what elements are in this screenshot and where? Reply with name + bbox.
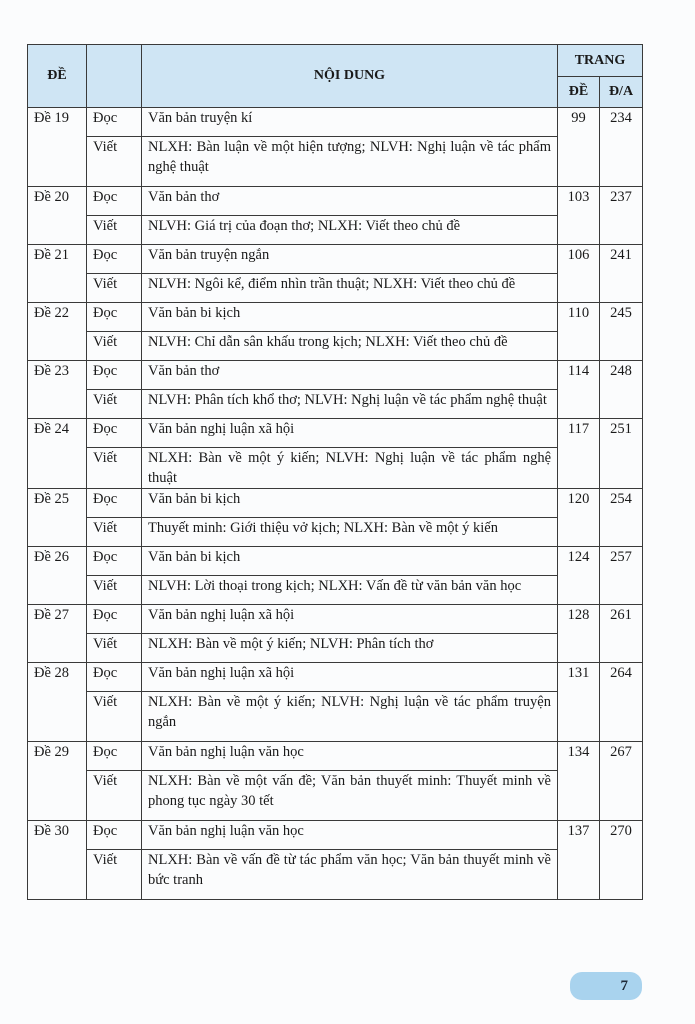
viet-label: Viết bbox=[87, 332, 142, 361]
viet-content: NLXH: Bàn về một ý kiến; NLVH: Nghị luận về tác phẩm truyện ngắn bbox=[142, 692, 558, 742]
doc-content: Văn bản nghị luận xã hội bbox=[142, 663, 558, 692]
doc-content: Văn bản nghị luận văn học bbox=[142, 742, 558, 771]
doc-content: Văn bản truyện kí bbox=[142, 108, 558, 137]
table-row bbox=[28, 108, 643, 137]
viet-content: NLVH: Lời thoại trong kịch; NLXH: Vấn đề từ văn bản văn học bbox=[142, 576, 558, 605]
exam-label: Đề 21 bbox=[28, 245, 87, 303]
answer-page: 234 bbox=[600, 108, 643, 187]
doc-label: Đọc bbox=[87, 547, 142, 576]
header-trang-de: ĐỀ bbox=[558, 77, 600, 108]
table-row bbox=[28, 303, 643, 332]
doc-label: Đọc bbox=[87, 605, 142, 634]
doc-label: Đọc bbox=[87, 245, 142, 274]
viet-content: Thuyết minh: Giới thiệu vở kịch; NLXH: Bàn về một ý kiến bbox=[142, 518, 558, 547]
table-row bbox=[28, 605, 643, 634]
exam-label: Đề 20 bbox=[28, 187, 87, 245]
table-row bbox=[28, 390, 643, 419]
viet-content: NLVH: Chỉ dẫn sân khấu trong kịch; NLXH: Viết theo chủ đề bbox=[142, 332, 558, 361]
viet-label: Viết bbox=[87, 216, 142, 245]
viet-label: Viết bbox=[87, 576, 142, 605]
table-of-contents bbox=[27, 44, 643, 900]
exam-page: 117 bbox=[558, 419, 600, 489]
table-row bbox=[28, 821, 643, 850]
table-row bbox=[28, 419, 643, 448]
exam-page: 99 bbox=[558, 108, 600, 187]
answer-page: 251 bbox=[600, 419, 643, 489]
table-row bbox=[28, 489, 643, 518]
viet-label: Viết bbox=[87, 850, 142, 900]
table-row bbox=[28, 518, 643, 547]
answer-page: 248 bbox=[600, 361, 643, 419]
answer-page: 237 bbox=[600, 187, 643, 245]
exam-page: 128 bbox=[558, 605, 600, 663]
doc-label: Đọc bbox=[87, 419, 142, 448]
answer-page: 267 bbox=[600, 742, 643, 821]
table-row bbox=[28, 216, 643, 245]
table-row bbox=[28, 850, 643, 900]
viet-label: Viết bbox=[87, 771, 142, 821]
doc-label: Đọc bbox=[87, 303, 142, 332]
viet-content: NLVH: Giá trị của đoạn thơ; NLXH: Viết theo chủ đề bbox=[142, 216, 558, 245]
table-row bbox=[28, 771, 643, 821]
exam-label: Đề 22 bbox=[28, 303, 87, 361]
doc-label: Đọc bbox=[87, 108, 142, 137]
viet-content: NLXH: Bàn về một ý kiến; NLVH: Nghị luận về tác phẩm nghệ thuật bbox=[142, 448, 558, 489]
doc-label: Đọc bbox=[87, 663, 142, 692]
page-number: 7 bbox=[570, 972, 642, 1000]
header-kind bbox=[87, 45, 142, 108]
exam-page: 131 bbox=[558, 663, 600, 742]
doc-label: Đọc bbox=[87, 742, 142, 771]
exam-page: 134 bbox=[558, 742, 600, 821]
doc-content: Văn bản thơ bbox=[142, 361, 558, 390]
answer-page: 270 bbox=[600, 821, 643, 900]
doc-content: Văn bản bi kịch bbox=[142, 489, 558, 518]
doc-content: Văn bản nghị luận xã hội bbox=[142, 605, 558, 634]
viet-label: Viết bbox=[87, 448, 142, 489]
doc-content: Văn bản bi kịch bbox=[142, 547, 558, 576]
table-row bbox=[28, 742, 643, 771]
viet-label: Viết bbox=[87, 634, 142, 663]
doc-content: Văn bản bi kịch bbox=[142, 303, 558, 332]
viet-content: NLXH: Bàn về một ý kiến; NLVH: Phân tích thơ bbox=[142, 634, 558, 663]
answer-page: 241 bbox=[600, 245, 643, 303]
exam-page: 110 bbox=[558, 303, 600, 361]
header-de: ĐỀ bbox=[28, 45, 87, 108]
table-row bbox=[28, 187, 643, 216]
table-row bbox=[28, 137, 643, 187]
exam-page: 106 bbox=[558, 245, 600, 303]
exam-label: Đề 29 bbox=[28, 742, 87, 821]
viet-content: NLVH: Ngôi kể, điểm nhìn trần thuật; NLXH: Viết theo chủ đề bbox=[142, 274, 558, 303]
exam-page: 114 bbox=[558, 361, 600, 419]
answer-page: 257 bbox=[600, 547, 643, 605]
exam-label: Đề 25 bbox=[28, 489, 87, 547]
exam-page: 120 bbox=[558, 489, 600, 547]
viet-label: Viết bbox=[87, 692, 142, 742]
exam-label: Đề 26 bbox=[28, 547, 87, 605]
exam-label: Đề 23 bbox=[28, 361, 87, 419]
table-row bbox=[28, 634, 643, 663]
header-trang-da: Đ/A bbox=[600, 77, 643, 108]
viet-label: Viết bbox=[87, 518, 142, 547]
header-noi-dung: NỘI DUNG bbox=[142, 45, 558, 108]
exam-label: Đề 19 bbox=[28, 108, 87, 187]
exam-label: Đề 24 bbox=[28, 419, 87, 489]
viet-content: NLVH: Phân tích khổ thơ; NLVH: Nghị luận về tác phẩm nghệ thuật bbox=[142, 390, 558, 419]
viet-content: NLXH: Bàn về vấn đề từ tác phẩm văn học; Văn bản thuyết minh về bức tranh bbox=[142, 850, 558, 900]
table-row bbox=[28, 361, 643, 390]
viet-label: Viết bbox=[87, 390, 142, 419]
doc-content: Văn bản nghị luận văn học bbox=[142, 821, 558, 850]
answer-page: 254 bbox=[600, 489, 643, 547]
table-row bbox=[28, 332, 643, 361]
answer-page: 245 bbox=[600, 303, 643, 361]
viet-label: Viết bbox=[87, 137, 142, 187]
exam-label: Đề 27 bbox=[28, 605, 87, 663]
exam-page: 137 bbox=[558, 821, 600, 900]
doc-label: Đọc bbox=[87, 489, 142, 518]
table-row bbox=[28, 547, 643, 576]
exam-label: Đề 30 bbox=[28, 821, 87, 900]
table-row bbox=[28, 663, 643, 692]
viet-label: Viết bbox=[87, 274, 142, 303]
doc-label: Đọc bbox=[87, 361, 142, 390]
doc-content: Văn bản truyện ngắn bbox=[142, 245, 558, 274]
table-row bbox=[28, 576, 643, 605]
table-row bbox=[28, 448, 643, 489]
doc-content: Văn bản nghị luận xã hội bbox=[142, 419, 558, 448]
answer-page: 264 bbox=[600, 663, 643, 742]
viet-content: NLXH: Bàn luận về một hiện tượng; NLVH: Nghị luận về tác phẩm nghệ thuật bbox=[142, 137, 558, 187]
exam-page: 124 bbox=[558, 547, 600, 605]
table-row bbox=[28, 245, 643, 274]
header-trang: TRANG bbox=[558, 45, 643, 77]
doc-content: Văn bản thơ bbox=[142, 187, 558, 216]
table-row bbox=[28, 692, 643, 742]
table-row bbox=[28, 274, 643, 303]
exam-label: Đề 28 bbox=[28, 663, 87, 742]
exam-page: 103 bbox=[558, 187, 600, 245]
doc-label: Đọc bbox=[87, 187, 142, 216]
answer-page: 261 bbox=[600, 605, 643, 663]
viet-content: NLXH: Bàn về một vấn đề; Văn bản thuyết minh: Thuyết minh về phong tục ngày 30 tết bbox=[142, 771, 558, 821]
doc-label: Đọc bbox=[87, 821, 142, 850]
